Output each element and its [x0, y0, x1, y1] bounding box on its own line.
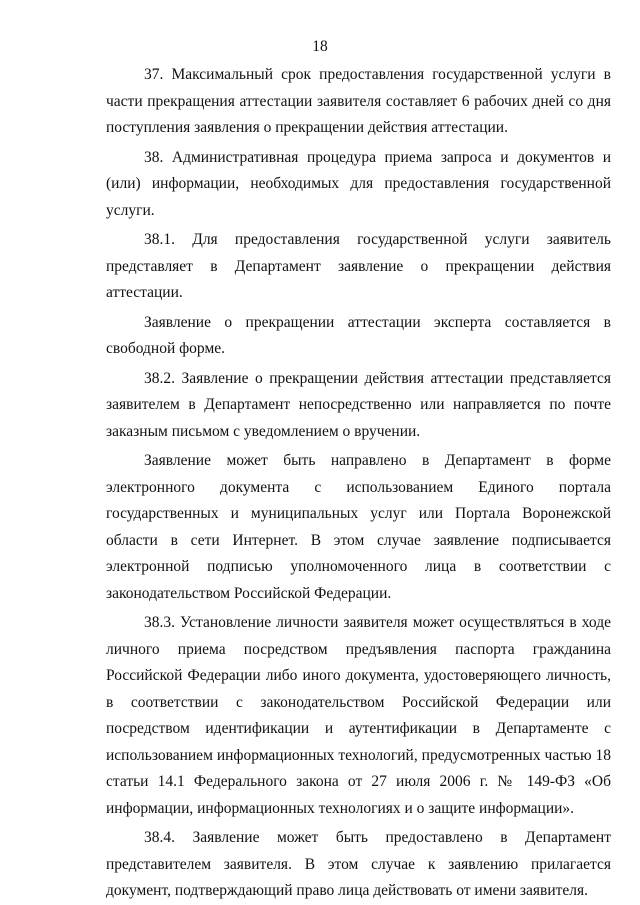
paragraph-37: 37. Максимальный срок предоставления государственной услуги в части прекращения аттестации заявителя составляет 6 рабочих дней со дня поступления заявления о прекращении действия аттестации. — [106, 66, 611, 136]
paragraph-38-3: 38.3. Установление личности заявителя может осуществляться в ходе личного приема посредством предъявления паспорта гражданина Российской Федерации либо иного документа, удостоверяющего личность, в соответствии с законодательством Российской Федерации или посредством идентификации и аутентификации в Департаменте с использованием информационных технологий, предусмотренных частью 18 статьи 14.1 Федерального закона от 27 июля 2006 г. № 149-ФЗ «Об информации, информационных технологиях и о защите информации». — [106, 614, 611, 817]
paragraph-38-2: 38.2. Заявление о прекращении действия аттестации представляется заявителем в Департамент непосредственно или направляется по почте заказным письмом с уведомлением о вручении. — [106, 369, 611, 440]
paragraph-38-2-electronic: Заявление может быть направлено в Департамент в форме электронного документа с использованием Единого портала государственных и муниципальных услуг или Портала Воронежской области в сети Интернет. В этом случае заявление подписывается электронной подписью уполномоченного лица в соответствии с законодательством Российской Федерации. — [106, 452, 611, 602]
paragraph-38-1: 38.1. Для предоставления государственной услуги заявитель представляет в Департамент заявление о прекращении действия аттестации. — [106, 231, 611, 301]
paragraph-38: 38. Административная процедура приема запроса и документов и (или) информации, необходимых для предоставления государственной услуги. — [106, 148, 611, 219]
paragraph-38-1-form: Заявление о прекращении аттестации эксперта составляется в свободной форме. — [106, 313, 611, 357]
paragraph-38-4: 38.4. Заявление может быть предоставлено в Департамент представителем заявителя. В этом случае к заявлению прилагается документ, подтверждающий право лица действовать от имени заявителя. — [106, 829, 611, 899]
document-body — [106, 62, 611, 905]
page-number: 18 — [312, 38, 328, 55]
